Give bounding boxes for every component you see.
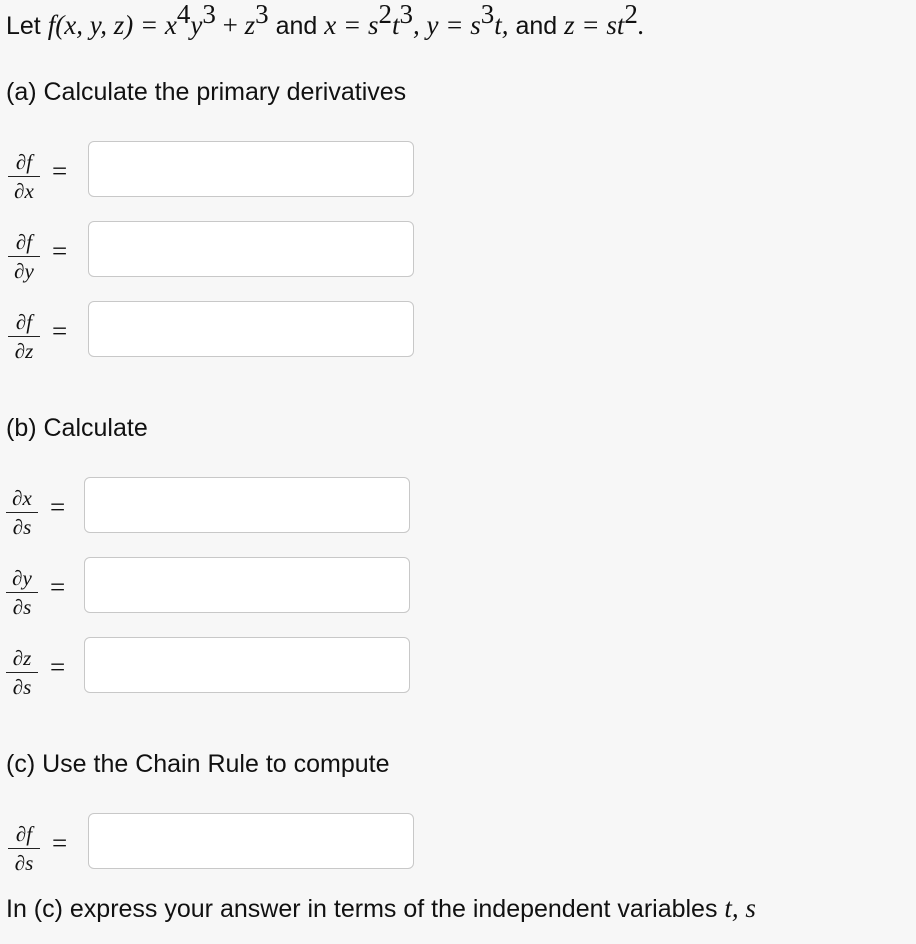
and-word-1: and xyxy=(275,12,318,40)
period: . xyxy=(637,10,645,40)
answer-input-dx-ds[interactable] xyxy=(84,477,410,533)
and-word-2: and xyxy=(515,12,558,40)
instruction-note xyxy=(6,893,756,924)
y-def-s-exp: 3 xyxy=(480,0,495,29)
fraction-denominator: ∂s xyxy=(12,515,32,539)
problem-statement xyxy=(6,0,645,43)
answer-input-dy-ds[interactable] xyxy=(84,557,410,613)
equals-sign: = xyxy=(50,492,66,522)
fraction-denominator: ∂s xyxy=(12,675,32,699)
fraction-bar xyxy=(6,592,38,593)
fraction-numerator: ∂f xyxy=(15,310,33,334)
derivative-fraction xyxy=(6,486,38,539)
derivative-fraction xyxy=(6,646,38,699)
fraction-numerator: ∂f xyxy=(15,150,33,174)
part-b-heading: (b) Calculate xyxy=(6,414,148,442)
independent-variables: t, s xyxy=(724,893,756,923)
instruction-text: In (c) express your answer in terms of the independent variables xyxy=(6,895,718,923)
plus-sign: + xyxy=(215,10,245,40)
derivative-fraction xyxy=(8,822,40,875)
function-lhs: f(x, y, z) = xyxy=(47,10,165,40)
derivative-fraction xyxy=(6,566,38,619)
fraction-numerator: ∂x xyxy=(12,486,32,510)
equals-sign: = xyxy=(52,236,68,266)
fraction-numerator: ∂f xyxy=(15,822,33,846)
fraction-numerator: ∂f xyxy=(15,230,33,254)
part-c-heading: (c) Use the Chain Rule to compute xyxy=(6,750,390,778)
let-word: Let xyxy=(6,12,41,40)
fy-var: y xyxy=(190,10,203,40)
fraction-denominator: ∂y xyxy=(14,259,34,283)
fraction-bar xyxy=(8,176,40,177)
x-def-t-exp: 3 xyxy=(399,0,414,29)
equals-sign: = xyxy=(50,572,66,602)
y-def-lhs: y = xyxy=(426,10,471,40)
fraction-bar xyxy=(6,512,38,513)
fraction-denominator: ∂x xyxy=(14,179,34,203)
x-def-s-exp: 2 xyxy=(378,0,392,29)
equals-sign: = xyxy=(52,828,68,858)
part-a-heading: (a) Calculate the primary derivatives xyxy=(6,78,407,106)
z-def-st: st xyxy=(606,10,625,40)
fraction-denominator: ∂z xyxy=(14,339,34,363)
fz-var: z xyxy=(244,10,256,40)
answer-input-df-ds[interactable] xyxy=(88,813,414,869)
equals-sign: = xyxy=(52,316,68,346)
derivative-fraction xyxy=(8,230,40,283)
fy-exp: 3 xyxy=(202,0,216,29)
answer-input-df-dz[interactable] xyxy=(88,301,414,357)
y-def-t: t xyxy=(494,10,502,40)
fraction-numerator: ∂y xyxy=(12,566,32,590)
fx-exp: 4 xyxy=(176,0,191,29)
fraction-bar xyxy=(6,672,38,673)
y-def-s: s xyxy=(470,10,481,40)
fraction-denominator: ∂s xyxy=(12,595,32,619)
fraction-numerator: ∂z xyxy=(12,646,32,670)
answer-input-df-dx[interactable] xyxy=(88,141,414,197)
comma-2: , xyxy=(501,10,509,40)
fraction-bar xyxy=(8,256,40,257)
comma-1: , xyxy=(413,10,427,40)
derivative-fraction xyxy=(8,310,40,363)
fraction-bar xyxy=(8,336,40,337)
fx-var: x xyxy=(164,10,177,40)
derivative-fraction xyxy=(8,150,40,203)
answer-input-df-dy[interactable] xyxy=(88,221,414,277)
fraction-bar xyxy=(8,848,40,849)
x-def-t: t xyxy=(392,10,400,40)
x-def-lhs: x = xyxy=(324,10,368,40)
answer-input-dz-ds[interactable] xyxy=(84,637,410,693)
x-def-s: s xyxy=(367,10,379,40)
equals-sign: = xyxy=(52,156,68,186)
fraction-denominator: ∂s xyxy=(14,851,34,875)
equals-sign: = xyxy=(50,652,66,682)
z-def-t-exp: 2 xyxy=(624,0,638,29)
fz-exp: 3 xyxy=(255,0,269,29)
z-def-lhs: z = xyxy=(564,10,607,40)
